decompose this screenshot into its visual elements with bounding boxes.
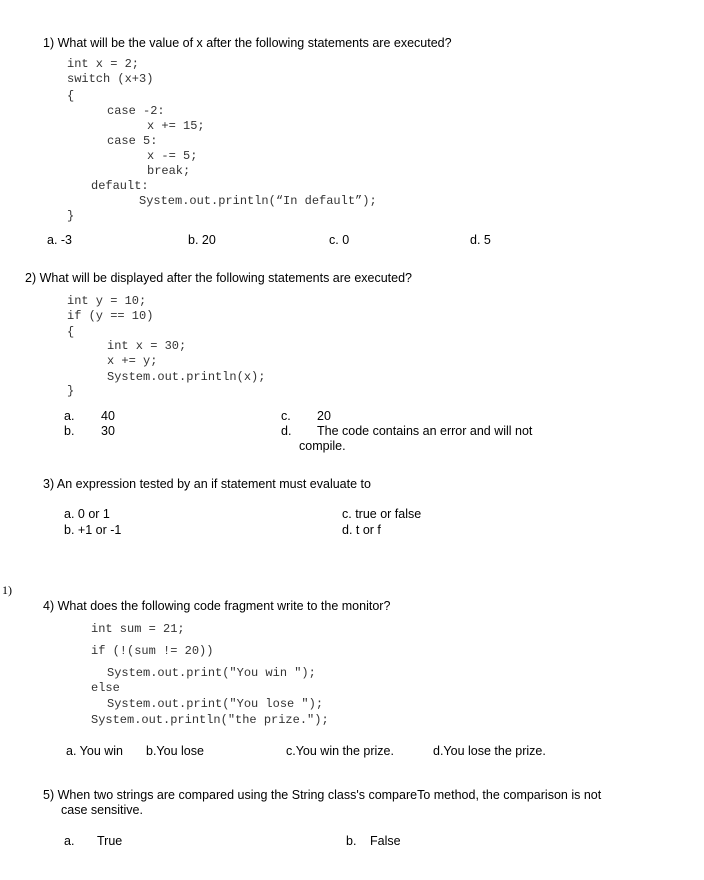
q2-code-line-6: System.out.println(x); [107, 370, 266, 384]
q2-code-line-1: int y = 10; [67, 294, 147, 308]
q1-code-line-8: break; [147, 164, 191, 178]
q4-code-line-5: System.out.print("You lose "); [107, 697, 324, 711]
q2-option-d-text-cont: compile. [299, 439, 346, 453]
q5-option-b-text: False [370, 834, 401, 848]
q5-question: 5) When two strings are compared using the String class's compareTo method, the comparison is not [43, 788, 602, 802]
q4-code-line-1: int sum = 21; [91, 622, 185, 636]
q2-code-line-4: int x = 30; [107, 339, 187, 353]
q4-option-d: d.You lose the prize. [433, 744, 546, 758]
q4-code-line-6: System.out.println("the prize."); [91, 713, 329, 727]
q1-code-line-6: case 5: [107, 134, 158, 148]
q3-option-b: b. +1 or -1 [64, 523, 122, 537]
q4-option-b: b.You lose [146, 744, 204, 758]
q5-option-a-letter: a. [64, 834, 75, 848]
q1-code-line-3: { [67, 89, 75, 103]
q1-option-b: b. 20 [188, 233, 216, 247]
q1-code-line-4: case -2: [107, 104, 165, 118]
q3-option-c: c. true or false [342, 507, 422, 521]
q2-option-c-letter: c. [281, 409, 291, 423]
q3-question: 3) An expression tested by an if statement must evaluate to [43, 477, 371, 491]
q5-option-b-letter: b. [346, 834, 357, 848]
q1-code-line-1: int x = 2; [67, 57, 140, 71]
q3-option-a: a. 0 or 1 [64, 507, 110, 521]
q4-option-a: a. You win [66, 744, 123, 758]
q4-option-c: c.You win the prize. [286, 744, 394, 758]
q2-option-d-text: The code contains an error and will not [317, 424, 533, 438]
q1-option-d: d. 5 [470, 233, 491, 247]
q2-option-a-letter: a. [64, 409, 75, 423]
q5-option-a-text: True [97, 834, 123, 848]
q2-code-line-3: { [67, 325, 75, 339]
q4-code-line-3: System.out.print("You win "); [107, 666, 316, 680]
q4-question: 4) What does the following code fragment write to the monitor? [43, 599, 391, 613]
q2-option-b-letter: b. [64, 424, 75, 438]
q2-code-line-7: } [67, 384, 75, 398]
q2-option-b-text: 30 [101, 424, 115, 438]
q1-option-a: a. -3 [47, 233, 73, 247]
q2-question: 2) What will be displayed after the following statements are executed? [25, 271, 413, 285]
q1-code-line-9: default: [91, 179, 149, 193]
q2-option-a-text: 40 [101, 409, 115, 423]
q3-option-d: d. t or f [342, 523, 381, 537]
q2-option-c-text: 20 [317, 409, 331, 423]
q2-option-d-letter: d. [281, 424, 292, 438]
q2-code-line-5: x += y; [107, 354, 158, 368]
margin-number: 1) [2, 583, 12, 597]
q1-question: 1) What will be the value of x after the following statements are executed? [43, 36, 452, 50]
q1-option-c: c. 0 [329, 233, 350, 247]
q1-code-line-7: x -= 5; [147, 149, 198, 163]
q1-code-line-11: } [67, 209, 75, 223]
q1-code-line-5: x += 15; [147, 119, 205, 133]
q5-question-cont: case sensitive. [61, 803, 143, 817]
q1-code-line-10: System.out.println(“In default”); [139, 194, 377, 208]
q1-code-line-2: switch (x+3) [67, 72, 154, 86]
q2-code-line-2: if (y == 10) [67, 309, 154, 323]
q4-code-line-4: else [91, 681, 120, 695]
q4-code-line-2: if (!(sum != 20)) [91, 644, 214, 658]
